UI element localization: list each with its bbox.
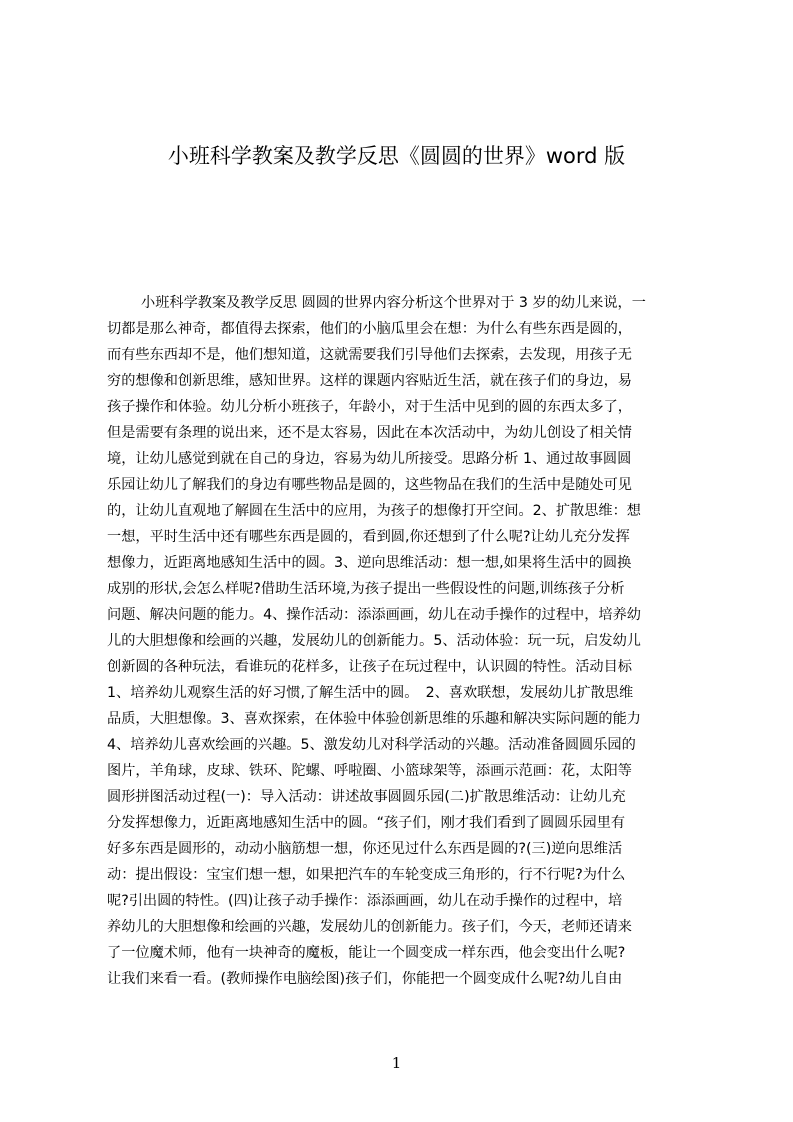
body-line: 4、培养幼儿喜欢绘画的兴趣。5、激发幼儿对科学活动的兴趣。活动准备圆圆乐园的 xyxy=(107,737,636,753)
body-line: 图片，羊角球，皮球、铁环、陀螺、呼啦圈、小篮球架等，添画示范画：花，太阳等 xyxy=(107,763,632,779)
page-number: 1 xyxy=(391,1054,402,1072)
body-line: 创新圆的各种玩法，看谁玩的花样多，让孩子在玩过程中，认识圆的特性。活动目标 xyxy=(107,659,632,675)
document-body xyxy=(107,290,697,992)
body-line: 想像力，近距离地感知生活中的圆。3、逆向思维活动：想一想,如果将生活中的圆换 xyxy=(107,555,632,571)
body-line: 圆形拼图活动过程(一)：导入活动：讲述故事圆圆乐园(二)扩散思维活动：让幼儿充 xyxy=(107,789,626,805)
body-line: 穷的想像和创新思维，感知世界。这样的课题内容贴近生活，就在孩子们的身边，易 xyxy=(107,373,632,389)
body-line: 让我们来看一看。(教师操作电脑绘图)孩子们，你能把一个圆变成什么呢?幼儿自由 xyxy=(107,971,623,987)
body-line: 境，让幼儿感觉到就在自己的身边，容易为幼儿所接受。思路分析 1、通过故事圆圆 xyxy=(107,451,632,467)
document-title: 小班科学教案及教学反思《圆圆的世界》word 版 xyxy=(167,144,626,168)
body-line: 品质，大胆想像。3、喜欢探索，在体验中体验创新思维的乐趣和解决实际问题的能力 xyxy=(107,711,641,727)
body-line: 但是需要有条理的说出来，还不是太容易，因此在本次活动中，为幼儿创设了相关情 xyxy=(107,425,632,441)
body-line: 乐园让幼儿了解我们的身边有哪些物品是圆的，这些物品在我们的生活中是随处可见 xyxy=(107,477,632,493)
body-line: 问题、解决问题的能力。4、操作活动：添添画画，幼儿在动手操作的过程中，培养幼 xyxy=(107,607,641,623)
body-line: 一想，平时生活中还有哪些东西是圆的，看到圆,你还想到了什么呢?让幼儿充分发挥 xyxy=(107,529,630,545)
body-line: 成别的形状,会怎么样呢?借助生活环境,为孩子提出一些假设性的问题,训练孩子分析 xyxy=(107,581,625,597)
body-line: 动：提出假设：宝宝们想一想，如果把汽车的车轮变成三角形的，行不行呢?为什么 xyxy=(107,867,626,883)
body-line: 1、培养幼儿观察生活的好习惯,了解生活中的圆。 2、喜欢联想，发展幼儿扩散思维 xyxy=(107,685,634,701)
body-line: 孩子操作和体验。幼儿分析小班孩子，年龄小，对于生活中见到的圆的东西太多了， xyxy=(107,399,632,415)
body-line: 小班科学教案及教学反思 圆圆的世界内容分析这个世界对于 3 岁的幼儿来说，一 xyxy=(141,295,646,311)
body-line: 分发挥想像力，近距离地感知生活中的圆。“孩子们，刚才我们看到了圆圆乐园里有 xyxy=(107,815,626,831)
body-line: 呢?引出圆的特性。(四)让孩子动手操作：添添画画，幼儿在动手操作的过程中，培 xyxy=(107,893,623,909)
body-line: 养幼儿的大胆想像和绘画的兴趣，发展幼儿的创新能力。孩子们，今天，老师还请来 xyxy=(107,919,632,935)
body-line: 儿的大胆想像和绘画的兴趣，发展幼儿的创新能力。5、活动体验：玩一玩，启发幼儿 xyxy=(107,633,641,649)
body-line: 切都是那么神奇，都值得去探索，他们的小脑瓜里会在想：为什么有些东西是圆的， xyxy=(107,321,632,337)
body-line: 而有些东西却不是，他们想知道，这就需要我们引导他们去探索，去发现，用孩子无 xyxy=(107,347,632,363)
body-line: 的，让幼儿直观地了解圆在生活中的应用，为孩子的想像打开空间。2、扩散思维：想 xyxy=(107,503,641,519)
body-line: 好多东西是圆形的，动动小脑筋想一想，你还见过什么东西是圆的?(三)逆向思维活 xyxy=(107,841,623,857)
body-line: 了一位魔术师，他有一块神奇的魔板，能让一个圆变成一样东西，他会变出什么呢? xyxy=(107,945,626,961)
